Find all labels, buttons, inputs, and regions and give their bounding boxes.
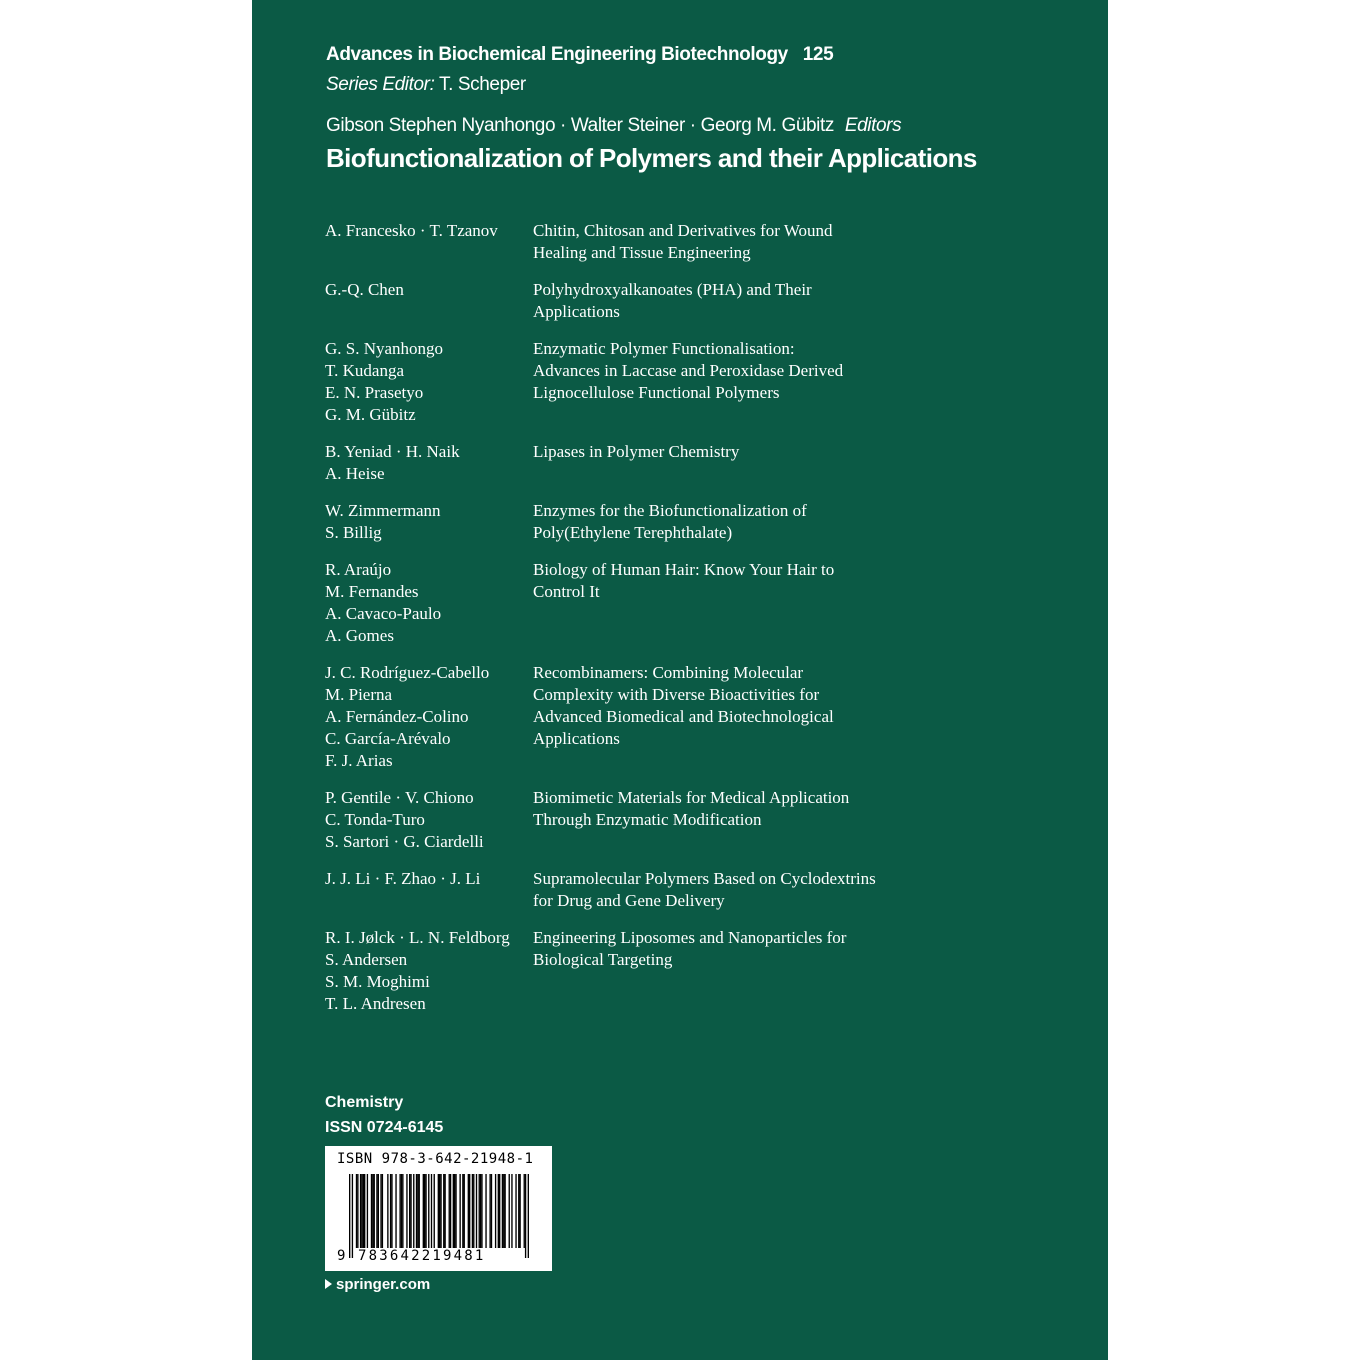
- barcode-bar: [416, 1174, 417, 1248]
- toc-author-line: S. Sartori · G. Ciardelli: [325, 832, 484, 851]
- barcode-bar: [419, 1174, 420, 1248]
- toc-author-line: T. L. Andresen: [325, 994, 426, 1013]
- barcode-bar: [502, 1174, 503, 1248]
- barcode-bar: [390, 1174, 391, 1248]
- barcode-bar: [425, 1174, 426, 1248]
- toc-author-line: S. Billig: [325, 523, 382, 542]
- barcode-bar: [459, 1174, 460, 1248]
- editors-label: Editors: [844, 115, 902, 136]
- barcode-bar: [439, 1174, 440, 1258]
- barcode-bar: [519, 1174, 520, 1248]
- toc-author-line: C. García-Arévalo: [325, 729, 451, 748]
- toc-author-line: R. I. Jølck · L. N. Feldborg: [325, 928, 510, 947]
- barcode-bar: [428, 1174, 429, 1248]
- barcode-bar: [450, 1174, 451, 1248]
- barcode-bar: [371, 1174, 372, 1248]
- barcode-bar: [453, 1174, 454, 1248]
- barcode-bar: [481, 1174, 482, 1248]
- barcode-bar: [528, 1174, 529, 1258]
- toc-chapter-title: [533, 868, 925, 912]
- toc-title-line: Healing and Tissue Engineering: [533, 243, 751, 262]
- toc-title-line: Polyhydroxyalkanoates (PHA) and Their: [533, 280, 812, 299]
- toc-author-line: T. Kudanga: [325, 361, 404, 380]
- toc-author-line: A. Heise: [325, 464, 385, 483]
- toc-entry: [325, 279, 925, 323]
- toc-title-line: Enzymatic Polymer Functionalisation:: [533, 339, 795, 358]
- toc-author-line: S. M. Moghimi: [325, 972, 430, 991]
- toc-authors: [325, 220, 533, 264]
- ean-first-digit: 9: [337, 1248, 346, 1264]
- toc-title-line: Biomimetic Materials for Medical Application: [533, 788, 850, 807]
- back-cover: [252, 0, 1108, 1360]
- toc-entry: [325, 220, 925, 264]
- toc-authors: [325, 787, 533, 853]
- barcode-bar: [473, 1174, 474, 1248]
- table-of-contents: [325, 220, 925, 1030]
- toc-entry: [325, 559, 925, 647]
- toc-title-line: Applications: [533, 302, 620, 321]
- toc-chapter-title: [533, 662, 925, 772]
- series-editor-name: T. Scheper: [439, 74, 526, 95]
- toc-chapter-title: [533, 927, 925, 1015]
- toc-title-line: Through Enzymatic Modification: [533, 810, 762, 829]
- barcode-bar: [406, 1174, 407, 1248]
- toc-chapter-title: [533, 220, 925, 264]
- toc-author-line: J. J. Li · F. Zhao · J. Li: [325, 869, 481, 888]
- toc-entry: [325, 868, 925, 912]
- toc-title-line: Engineering Liposomes and Nanoparticles for: [533, 928, 847, 947]
- toc-title-line: Chitin, Chitosan and Derivatives for Wound: [533, 221, 833, 240]
- barcode-bar: [504, 1174, 505, 1248]
- toc-title-line: Lipases in Polymer Chemistry: [533, 442, 740, 461]
- series-title: Advances in Biochemical Engineering Biotechnology: [326, 44, 788, 65]
- toc-authors: [325, 662, 533, 772]
- book-title: Biofunctionalization of Polymers and their Applications: [326, 143, 977, 173]
- ean-digits: 783642219481: [358, 1248, 486, 1264]
- barcode-bar: [391, 1174, 392, 1248]
- barcode-bar: [356, 1174, 357, 1248]
- barcode-bar: [409, 1174, 410, 1248]
- publisher-website: springer.com: [336, 1276, 431, 1293]
- toc-title-line: Advanced Biomedical and Biotechnological: [533, 707, 834, 726]
- barcode-bar: [431, 1174, 432, 1248]
- toc-author-line: C. Tonda-Turo: [325, 810, 425, 829]
- barcode-bar: [424, 1174, 425, 1248]
- barcode-bar: [524, 1174, 525, 1248]
- toc-chapter-title: [533, 787, 925, 853]
- barcode-bar: [440, 1174, 441, 1258]
- barcode-bar: [434, 1174, 435, 1248]
- barcode-bar: [444, 1174, 445, 1248]
- series-heading: [326, 44, 833, 66]
- toc-author-line: G. S. Nyanhongo: [325, 339, 444, 358]
- toc-entry: [325, 927, 925, 1015]
- barcode-bar: [485, 1174, 486, 1248]
- toc-author-line: M. Pierna: [325, 685, 393, 704]
- toc-author-line: E. N. Prasetyo: [325, 383, 424, 402]
- toc-chapter-title: [533, 500, 925, 544]
- barcode-bar: [495, 1174, 496, 1248]
- toc-title-line: Control It: [533, 582, 600, 601]
- barcode-bar: [479, 1174, 480, 1248]
- issn-label: ISSN 0724-6145: [325, 1119, 444, 1136]
- toc-author-line: A. Cavaco-Paulo: [325, 604, 442, 623]
- toc-author-line: A. Gomes: [325, 626, 394, 645]
- toc-entry: [325, 787, 925, 853]
- barcode-panel: [325, 1146, 552, 1271]
- toc-title-line: Biological Targeting: [533, 950, 673, 969]
- barcode-bar: [443, 1174, 444, 1248]
- barcode-bar: [402, 1174, 403, 1248]
- barcode-bar: [401, 1174, 402, 1248]
- editors-names: Gibson Stephen Nyanhongo · Walter Steiner · Georg M. Gübitz: [326, 115, 834, 136]
- barcode-bar: [372, 1174, 373, 1248]
- toc-authors: [325, 500, 533, 544]
- toc-chapter-title: [533, 338, 925, 426]
- barcode-bar: [454, 1174, 455, 1248]
- barcode-bar: [472, 1174, 473, 1248]
- barcode-bar: [367, 1174, 368, 1248]
- series-editor: [326, 74, 526, 96]
- toc-chapter-title: [533, 279, 925, 323]
- toc-title-line: Poly(Ethylene Terephthalate): [533, 523, 733, 542]
- barcode-bar: [376, 1174, 377, 1248]
- toc-authors: [325, 279, 533, 323]
- barcode-bar: [511, 1174, 512, 1248]
- barcode-bar: [349, 1174, 350, 1258]
- toc-author-line: F. J. Arias: [325, 751, 393, 770]
- barcode-bar: [515, 1174, 516, 1248]
- toc-author-line: P. Gentile · V. Chiono: [325, 788, 474, 807]
- barcode-bar: [518, 1174, 519, 1248]
- barcode-bar: [480, 1174, 481, 1248]
- toc-title-line: for Drug and Gene Delivery: [533, 891, 725, 910]
- toc-entry: [325, 500, 925, 544]
- toc-title-line: Complexity with Diverse Bioactivities for: [533, 685, 820, 704]
- barcode-bar: [417, 1174, 418, 1248]
- barcode-bar: [352, 1174, 353, 1258]
- toc-title-line: Lignocellulose Functional Polymers: [533, 383, 780, 402]
- toc-entry: [325, 338, 925, 426]
- toc-authors: [325, 338, 533, 426]
- toc-authors: [325, 441, 533, 485]
- series-volume: 125: [802, 44, 834, 65]
- series-editor-label: Series Editor:: [326, 74, 435, 95]
- arrow-right-icon: [325, 1279, 332, 1289]
- toc-title-line: Applications: [533, 729, 620, 748]
- toc-authors: [325, 868, 533, 912]
- toc-title-line: Supramolecular Polymers Based on Cyclodextrins: [533, 869, 876, 888]
- barcode-bar: [413, 1174, 414, 1248]
- publisher-link[interactable]: [325, 1276, 430, 1293]
- barcode-bar: [469, 1174, 470, 1248]
- barcode-bar: [503, 1174, 504, 1248]
- barcode-bar: [387, 1174, 388, 1248]
- toc-author-line: M. Fernandes: [325, 582, 419, 601]
- barcode-bar: [357, 1174, 358, 1248]
- barcode-bar: [380, 1174, 381, 1248]
- barcode-bar: [491, 1174, 492, 1248]
- toc-chapter-title: [533, 559, 925, 647]
- barcode-bar: [449, 1174, 450, 1248]
- toc-title-line: Advances in Laccase and Peroxidase Derived: [533, 361, 844, 380]
- toc-chapter-title: [533, 441, 925, 485]
- toc-entry: [325, 441, 925, 485]
- toc-authors: [325, 559, 533, 647]
- barcode-bar: [395, 1174, 396, 1248]
- barcode-bar: [509, 1174, 510, 1248]
- toc-author-line: J. C. Rodríguez-Cabello: [325, 663, 490, 682]
- barcode-bar: [464, 1174, 465, 1248]
- toc-title-line: Recombinamers: Combining Molecular: [533, 663, 804, 682]
- barcode-bar: [364, 1174, 365, 1248]
- toc-author-line: A. Fernández-Colino: [325, 707, 469, 726]
- toc-author-line: B. Yeniad · H. Naik: [325, 442, 460, 461]
- barcode-bar: [360, 1174, 361, 1248]
- isbn-text: ISBN 978-3-642-21948-1: [337, 1151, 534, 1167]
- barcode-bar: [525, 1174, 526, 1258]
- barcode-bar: [489, 1174, 490, 1248]
- barcode-bar: [455, 1174, 456, 1248]
- barcode-bar: [476, 1174, 477, 1248]
- toc-author-line: R. Araújo: [325, 560, 392, 579]
- toc-authors: [325, 927, 533, 1015]
- toc-title-line: Biology of Human Hair: Know Your Hair to: [533, 560, 835, 579]
- barcode-bar: [468, 1174, 469, 1248]
- barcode: [349, 1174, 529, 1258]
- barcode-bar: [498, 1174, 499, 1248]
- barcode-bar: [499, 1174, 500, 1248]
- toc-author-line: A. Francesko · T. Tzanov: [325, 221, 498, 240]
- barcode-bar: [363, 1174, 364, 1248]
- barcode-bar: [410, 1174, 411, 1248]
- barcode-bar: [438, 1174, 439, 1258]
- barcode-bar: [399, 1174, 400, 1248]
- subject-label: Chemistry: [325, 1094, 404, 1111]
- toc-author-line: W. Zimmermann: [325, 501, 441, 520]
- toc-entry: [325, 662, 925, 772]
- toc-title-line: Enzymes for the Biofunctionalization of: [533, 501, 807, 520]
- toc-author-line: S. Andersen: [325, 950, 408, 969]
- barcode-bar: [374, 1174, 375, 1248]
- toc-author-line: G. M. Gübitz: [325, 405, 416, 424]
- barcode-bar: [361, 1174, 362, 1248]
- barcode-bar: [382, 1174, 383, 1248]
- barcode-bar: [462, 1174, 463, 1248]
- barcode-bar: [423, 1174, 424, 1248]
- barcode-bar: [378, 1174, 379, 1248]
- book-editors: [326, 115, 901, 137]
- toc-author-line: G.-Q. Chen: [325, 280, 404, 299]
